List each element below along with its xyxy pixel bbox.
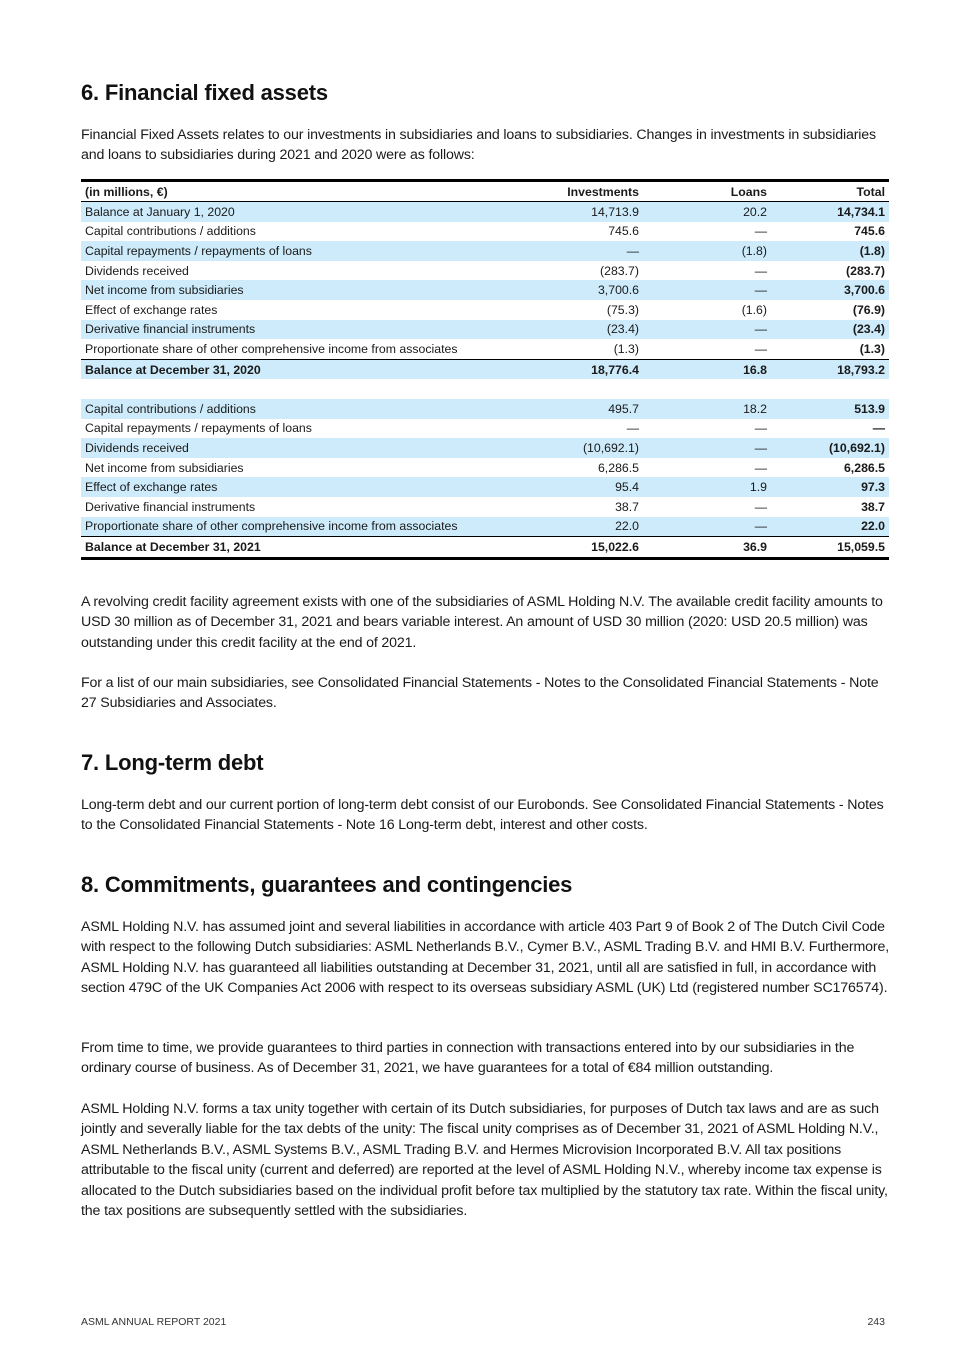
table-row	[81, 359, 889, 379]
tax-unity-paragraph: ASML Holding N.V. forms a tax unity together with certain of its Dutch subsidiaries, for purposes of Dutch tax laws and are as such jointly and severally liable for the tax debts of the unity: The fiscal unity comprises as of December 31, 2021 of ASML Holding N.V., ASML Netherlands B.V., ASML Systems B.V., ASML Trading B.V. and Hermes Microvision Incorporated B.V. All tax positions attributable to the fiscal unity (current and deferred) are reported at the level of ASML Holding N.V., whereby income tax expense is allocated to the Dutch subsidiaries based on the individual profit before tax multiplied by the statutory tax rate. Within the fiscal unity, the tax positions are subsequently settled with the subsidiaries.	[81, 1101, 888, 1220]
table-row	[81, 399, 889, 419]
cell-total: (1.3)	[859, 341, 885, 356]
cell-loans: —	[643, 280, 771, 300]
cell-loans: —	[643, 438, 771, 458]
cell-total: 97.3	[771, 477, 889, 497]
cell-investments: 15,022.6	[591, 539, 639, 554]
cell-total: (23.4)	[771, 320, 889, 340]
cell-total: 18,793.2	[771, 359, 889, 379]
cell-investments: (1.3)	[613, 341, 639, 356]
table-row	[81, 537, 889, 559]
cell-loans: (1.6)	[741, 302, 767, 317]
row-label: Capital contributions / additions	[85, 224, 256, 239]
row-label: Net income from subsidiaries	[81, 280, 515, 300]
cell-investments: (283.7)	[600, 263, 639, 278]
cell-loans: —	[754, 341, 767, 356]
cell-investments: 18,776.4	[515, 359, 643, 379]
cell-loans: 18.2	[643, 399, 771, 419]
row-label: Proportionate share of other comprehensive income from associates	[81, 517, 515, 537]
cell-loans: —	[754, 421, 767, 436]
spacer-cell	[81, 379, 889, 399]
table-row	[81, 320, 889, 340]
cell-investments: 14,713.9	[515, 202, 643, 222]
row-label: Derivative financial instruments	[85, 499, 256, 514]
cell-total: 3,700.6	[771, 280, 889, 300]
cell-investments: —	[515, 241, 643, 261]
table-row	[81, 202, 889, 222]
row-label: Dividends received	[85, 263, 189, 278]
cell-loans: 36.9	[743, 539, 767, 554]
table-row	[81, 280, 889, 300]
row-label: Capital repayments / repayments of loans	[85, 421, 312, 436]
row-label: Effect of exchange rates	[85, 302, 218, 317]
cell-investments: (23.4)	[515, 320, 643, 340]
header-investments: Investments	[567, 184, 639, 199]
joint-liabilities-paragraph: ASML Holding N.V. has assumed joint and several liabilities in accordance with article 403 Part 9 of Book 2 of The Dutch Civil Code with respect to the following Dutch subsidiaries: ASML Netherlands B.V., Cymer B.V., ASML Trading B.V. and HMI B.V. Furthermore, ASML Holding N.V. has guaranteed all liabilities outstanding at December 31, 2021, until all are satisfied in full, in accordance with section 479C of the UK Companies Act 2006 with respect to its overseas subsidiary ASML (UK) Ltd (registered number SC176574).	[81, 919, 890, 997]
cell-loans: —	[643, 517, 771, 537]
table-row	[81, 517, 889, 537]
cell-total: —	[872, 421, 885, 436]
row-label: Balance at December 31, 2020	[81, 359, 515, 379]
cell-investments: 495.7	[515, 399, 643, 419]
table-row	[81, 222, 889, 242]
financial-fixed-assets-table	[81, 179, 889, 560]
long-term-debt-paragraph: Long-term debt and our current portion of long-term debt consist of our Eurobonds. See Consolidated Financial Statements - Notes to the Consolidated Financial Statements - Note 16 Long-term debt, interest and other costs.	[81, 797, 884, 834]
cell-total: (10,692.1)	[771, 438, 889, 458]
row-label: Dividends received	[81, 438, 515, 458]
row-label: Net income from subsidiaries	[85, 460, 244, 475]
footer-report-title: ASML ANNUAL REPORT 2021	[81, 1316, 227, 1328]
cell-total: 6,286.5	[843, 460, 885, 475]
cell-loans: 16.8	[643, 359, 771, 379]
cell-investments: 745.6	[608, 224, 639, 239]
cell-total: (1.8)	[771, 241, 889, 261]
cell-loans: —	[643, 320, 771, 340]
row-label: Capital repayments / repayments of loans	[81, 241, 515, 261]
cell-loans: —	[754, 460, 767, 475]
row-label: Derivative financial instruments	[81, 320, 515, 340]
table-row	[81, 339, 889, 359]
section-heading-financial-fixed-assets: 6. Financial fixed assets	[81, 80, 328, 105]
cell-investments: —	[626, 421, 639, 436]
cell-investments: 22.0	[515, 517, 643, 537]
table-row	[81, 458, 889, 478]
table-row	[81, 497, 889, 517]
subsidiaries-reference-paragraph: For a list of our main subsidiaries, see Consolidated Financial Statements - Notes to the Consolidated Financial Statements - Note 27 Subsidiaries and Associates.	[81, 675, 879, 712]
intro-paragraph: Financial Fixed Assets relates to our investments in subsidiaries and loans to subsidiaries. Changes in investments in subsidiaries and loans to subsidiaries during 2021 and 2020 were as follows:	[81, 127, 876, 164]
section-heading-long-term-debt: 7. Long-term debt	[81, 750, 264, 775]
cell-total: 513.9	[771, 399, 889, 419]
cell-total: 14,734.1	[771, 202, 889, 222]
cell-investments: 3,700.6	[515, 280, 643, 300]
cell-investments: (10,692.1)	[515, 438, 643, 458]
table-row	[81, 241, 889, 261]
cell-loans: 20.2	[643, 202, 771, 222]
table-body	[81, 202, 889, 559]
table-row	[81, 261, 889, 281]
table-row	[81, 419, 889, 439]
cell-loans: —	[754, 499, 767, 514]
cell-investments: 95.4	[515, 477, 643, 497]
row-label: Balance at January 1, 2020	[81, 202, 515, 222]
row-label: Capital contributions / additions	[81, 399, 515, 419]
cell-loans: —	[754, 263, 767, 278]
table-header-row	[81, 181, 889, 202]
header-total: Total	[856, 184, 885, 199]
footer-page-number: 243	[867, 1316, 885, 1328]
cell-total: 38.7	[861, 499, 885, 514]
cell-investments: 38.7	[615, 499, 639, 514]
section-heading-commitments: 8. Commitments, guarantees and contingencies	[81, 872, 573, 897]
cell-total: 22.0	[771, 517, 889, 537]
header-unit: (in millions, €)	[85, 184, 168, 199]
page-footer	[81, 1316, 885, 1328]
cell-loans: —	[754, 224, 767, 239]
cell-total: (283.7)	[846, 263, 885, 278]
cell-total: (76.9)	[852, 302, 885, 317]
cell-total: 15,059.5	[837, 539, 885, 554]
row-label: Balance at December 31, 2021	[85, 539, 261, 554]
row-label: Proportionate share of other comprehensive income from associates	[85, 341, 458, 356]
table-spacer-row	[81, 379, 889, 399]
header-loans: Loans	[730, 184, 767, 199]
cell-investments: 6,286.5	[597, 460, 639, 475]
cell-loans: (1.8)	[643, 241, 771, 261]
guarantees-paragraph: From time to time, we provide guarantees to third parties in connection with transactions entered into by our subsidiaries in the ordinary course of business. As of December 31, 2021, we have guarantees for a total of €84 million outstanding.	[81, 1040, 855, 1077]
credit-facility-paragraph: A revolving credit facility agreement exists with one of the subsidiaries of ASML Holding N.V. The available credit facility amounts to USD 30 million as of December 31, 2021 and bears variable interest. An amount of USD 30 million (2020: USD 20.5 million) was outstanding under this credit facility at the end of 2021.	[81, 594, 883, 651]
table-row	[81, 477, 889, 497]
row-label: Effect of exchange rates	[81, 477, 515, 497]
table-row	[81, 300, 889, 320]
cell-total: 745.6	[854, 224, 885, 239]
table-row	[81, 438, 889, 458]
cell-investments: (75.3)	[606, 302, 639, 317]
cell-loans: 1.9	[643, 477, 771, 497]
